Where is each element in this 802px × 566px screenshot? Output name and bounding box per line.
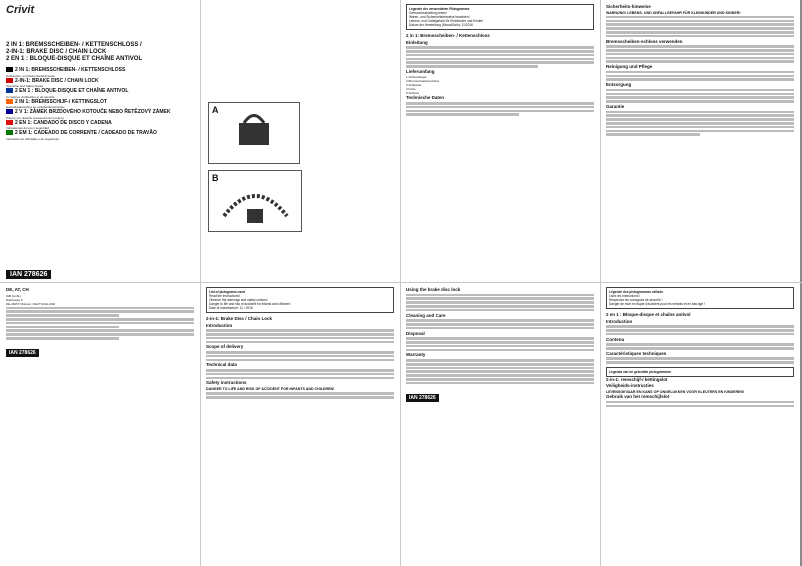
image-page (200, 0, 400, 283)
text-page-en: Using the brake disc lock Cleaning and Care Disposal Warranty IAN 278626 (400, 283, 600, 566)
flag-icon (6, 88, 13, 93)
heading-tech: Technische Daten (406, 95, 445, 101)
chain-lock-icon (209, 171, 301, 231)
cover-title-line: 2-IN-1: BRAKE DISC / CHAIN LOCK (6, 49, 107, 55)
model-list (6, 67, 194, 141)
model-row-es: 2 EN 1: CANDADO DE DISCO Y CADENA Indicaciones de uso y seguridad (6, 119, 112, 130)
legend-box: Légende des pictogrammes utilisés Lisez les instructions ! Respectez les consignes de sécurité ! Danger de mort et risque d'accident pour les enfants et en bas âge ! (606, 287, 794, 309)
text-page-de: Sicherheits-hinweise WARNUNG! LEBENS- UND UNFALLGEFAHR FÜR KLEINKINDER UND KINDER! Bremsscheiben-schloss verwenden Reinigung und Pflege Entsorgung Garantie (600, 0, 800, 283)
figure-a: A (208, 102, 300, 164)
heading-intro: Einleitung (406, 39, 428, 45)
address-page: DE, AT, CH IGB GmbH Diebtsweg 8 DE-48157 Münster, DEUTSCHLAND IAN 278626 (0, 283, 200, 566)
flag-icon (6, 78, 13, 83)
brand-logo: Crivit (6, 4, 35, 16)
model-row-pt: 2 EM 1: CADEADO DE CORRENTE / CADEADO DE TRAVÃO Instruções de utilização e de segurança (6, 130, 157, 141)
legend-box-nl: Legenda van de gebruikte pictogrammen (606, 367, 794, 377)
cover-title-line: 2 IN 1: BREMSSCHEIBEN- / KETTENSCHLOSS / (6, 42, 142, 48)
flag-icon (6, 67, 13, 72)
cover-page (0, 0, 200, 283)
legend-box: Legende der verwendeten Piktogramme Gebrauchsanleitung lesen! Waren- und Sicherheitshinweise beachten! Lebens- und Unfallgefahr für Kleinkinder und Kinder! Datum der Herstellung (Monat/Jahr): 11/2016 (406, 4, 594, 30)
flag-icon (6, 99, 13, 104)
legend-page-en: List of pictograms used Read the instructions! Observe the warnings and safety notices! Danger to life and risk of accident for infants and children! Date of manufacture: 11 / 2016 2-in-1: Brake Disc / Chain Lock Introduction Scope of delivery Technical data Safety instructions DANGER TO LIFE AND RISK OF ACCIDENT FOR INFANTS AND CHILDREN! (200, 283, 400, 566)
cover-title-line: 2 EN 1 : BLOQUE-DISQUE ET CHAÎNE ANTIVOL (6, 56, 143, 62)
model-row-cz: 2 V 1: ZÁMEK BRZDOVÉHO KOTOUČE NEBO ŘETĚZOVÝ ZÁMEK Pokyny pro obsluhu a bezpečnostní pokyny (6, 109, 171, 120)
figure-b: B (208, 170, 302, 232)
flag-icon (6, 109, 13, 114)
legend-box: List of pictograms used Read the instructions! Observe the warnings and safety notices! Danger to life and risk of accident for infants and children! Date of manufacture: 11 / 2016 (206, 287, 394, 313)
model-row-en: 2-IN-1: BRAKE DISC / CHAIN LOCK Operation and Safety Notes (6, 77, 99, 88)
heading-scope: Lieferumfang (406, 68, 435, 74)
warning-text: WARNUNG! LEBENS- UND UNFALLGEFAHR FÜR KLEINKINDER UND KINDER! (606, 10, 741, 15)
cover-title (6, 42, 194, 63)
ian-badge: IAN 278626 (6, 270, 51, 279)
brake-disc-lock-icon (209, 103, 299, 163)
ian-label: IAN 278626 (6, 349, 39, 357)
flag-icon (6, 120, 13, 125)
legend-page-fr-nl: Légende des pictogrammes utilisés Lisez les instructions ! Respectez les consignes de sécurité ! Danger de mort et risque d'accident pour les enfants et en bas âge ! 2 en 1 : Bloque-disque et chaîne antivol Introduction Contenu Caractéristiques techniques Legenda van de gebruikte pictogrammen 2-in-1: remschijf-/ kettingslot Veiligheids-instructies LEVENSGEVAAR EN KANS OP ONGELUKKEN VOOR KLEUTERS EN KINDEREN! Gebruik van het remschijfslot (600, 283, 800, 566)
section-title: 2 in 1: Bremsscheiben- / Kettenschloss (406, 33, 490, 38)
model-row-de: 2 IN 1: BREMSSCHEIBEN- / KETTENSCHLOSS Gebrauchs- und Sicherheitshinweise (6, 67, 126, 78)
flag-icon (6, 130, 13, 135)
legend-page-de: Legende der verwendeten Piktogramme Gebrauchsanleitung lesen! Waren- und Sicherheitshinweise beachten! Lebens- und Unfallgefahr für Kleinkinder und Kinder! Datum der Herstellung (Monat/Jahr): 11/2016 2 in 1: Bremsscheiben- / Kettenschloss Einleitung Lieferumfang 1 Schlossbügel 2 Bremsscheibenschloss 3 Schlüssel 4 Kette 5 Schloss Technische Daten (400, 0, 600, 283)
model-row-nl: 2 IN 1: BREMSSCHIJF-/ KETTINGSLOT Gebruiksaanwijzing en veiligheidsinstructies (6, 98, 107, 109)
model-row-fr: 2 EN 1 : BLOQUE-DISQUE ET CHAÎNE ANTIVOL Consignes d'utilisation et de sécurité (6, 88, 129, 99)
